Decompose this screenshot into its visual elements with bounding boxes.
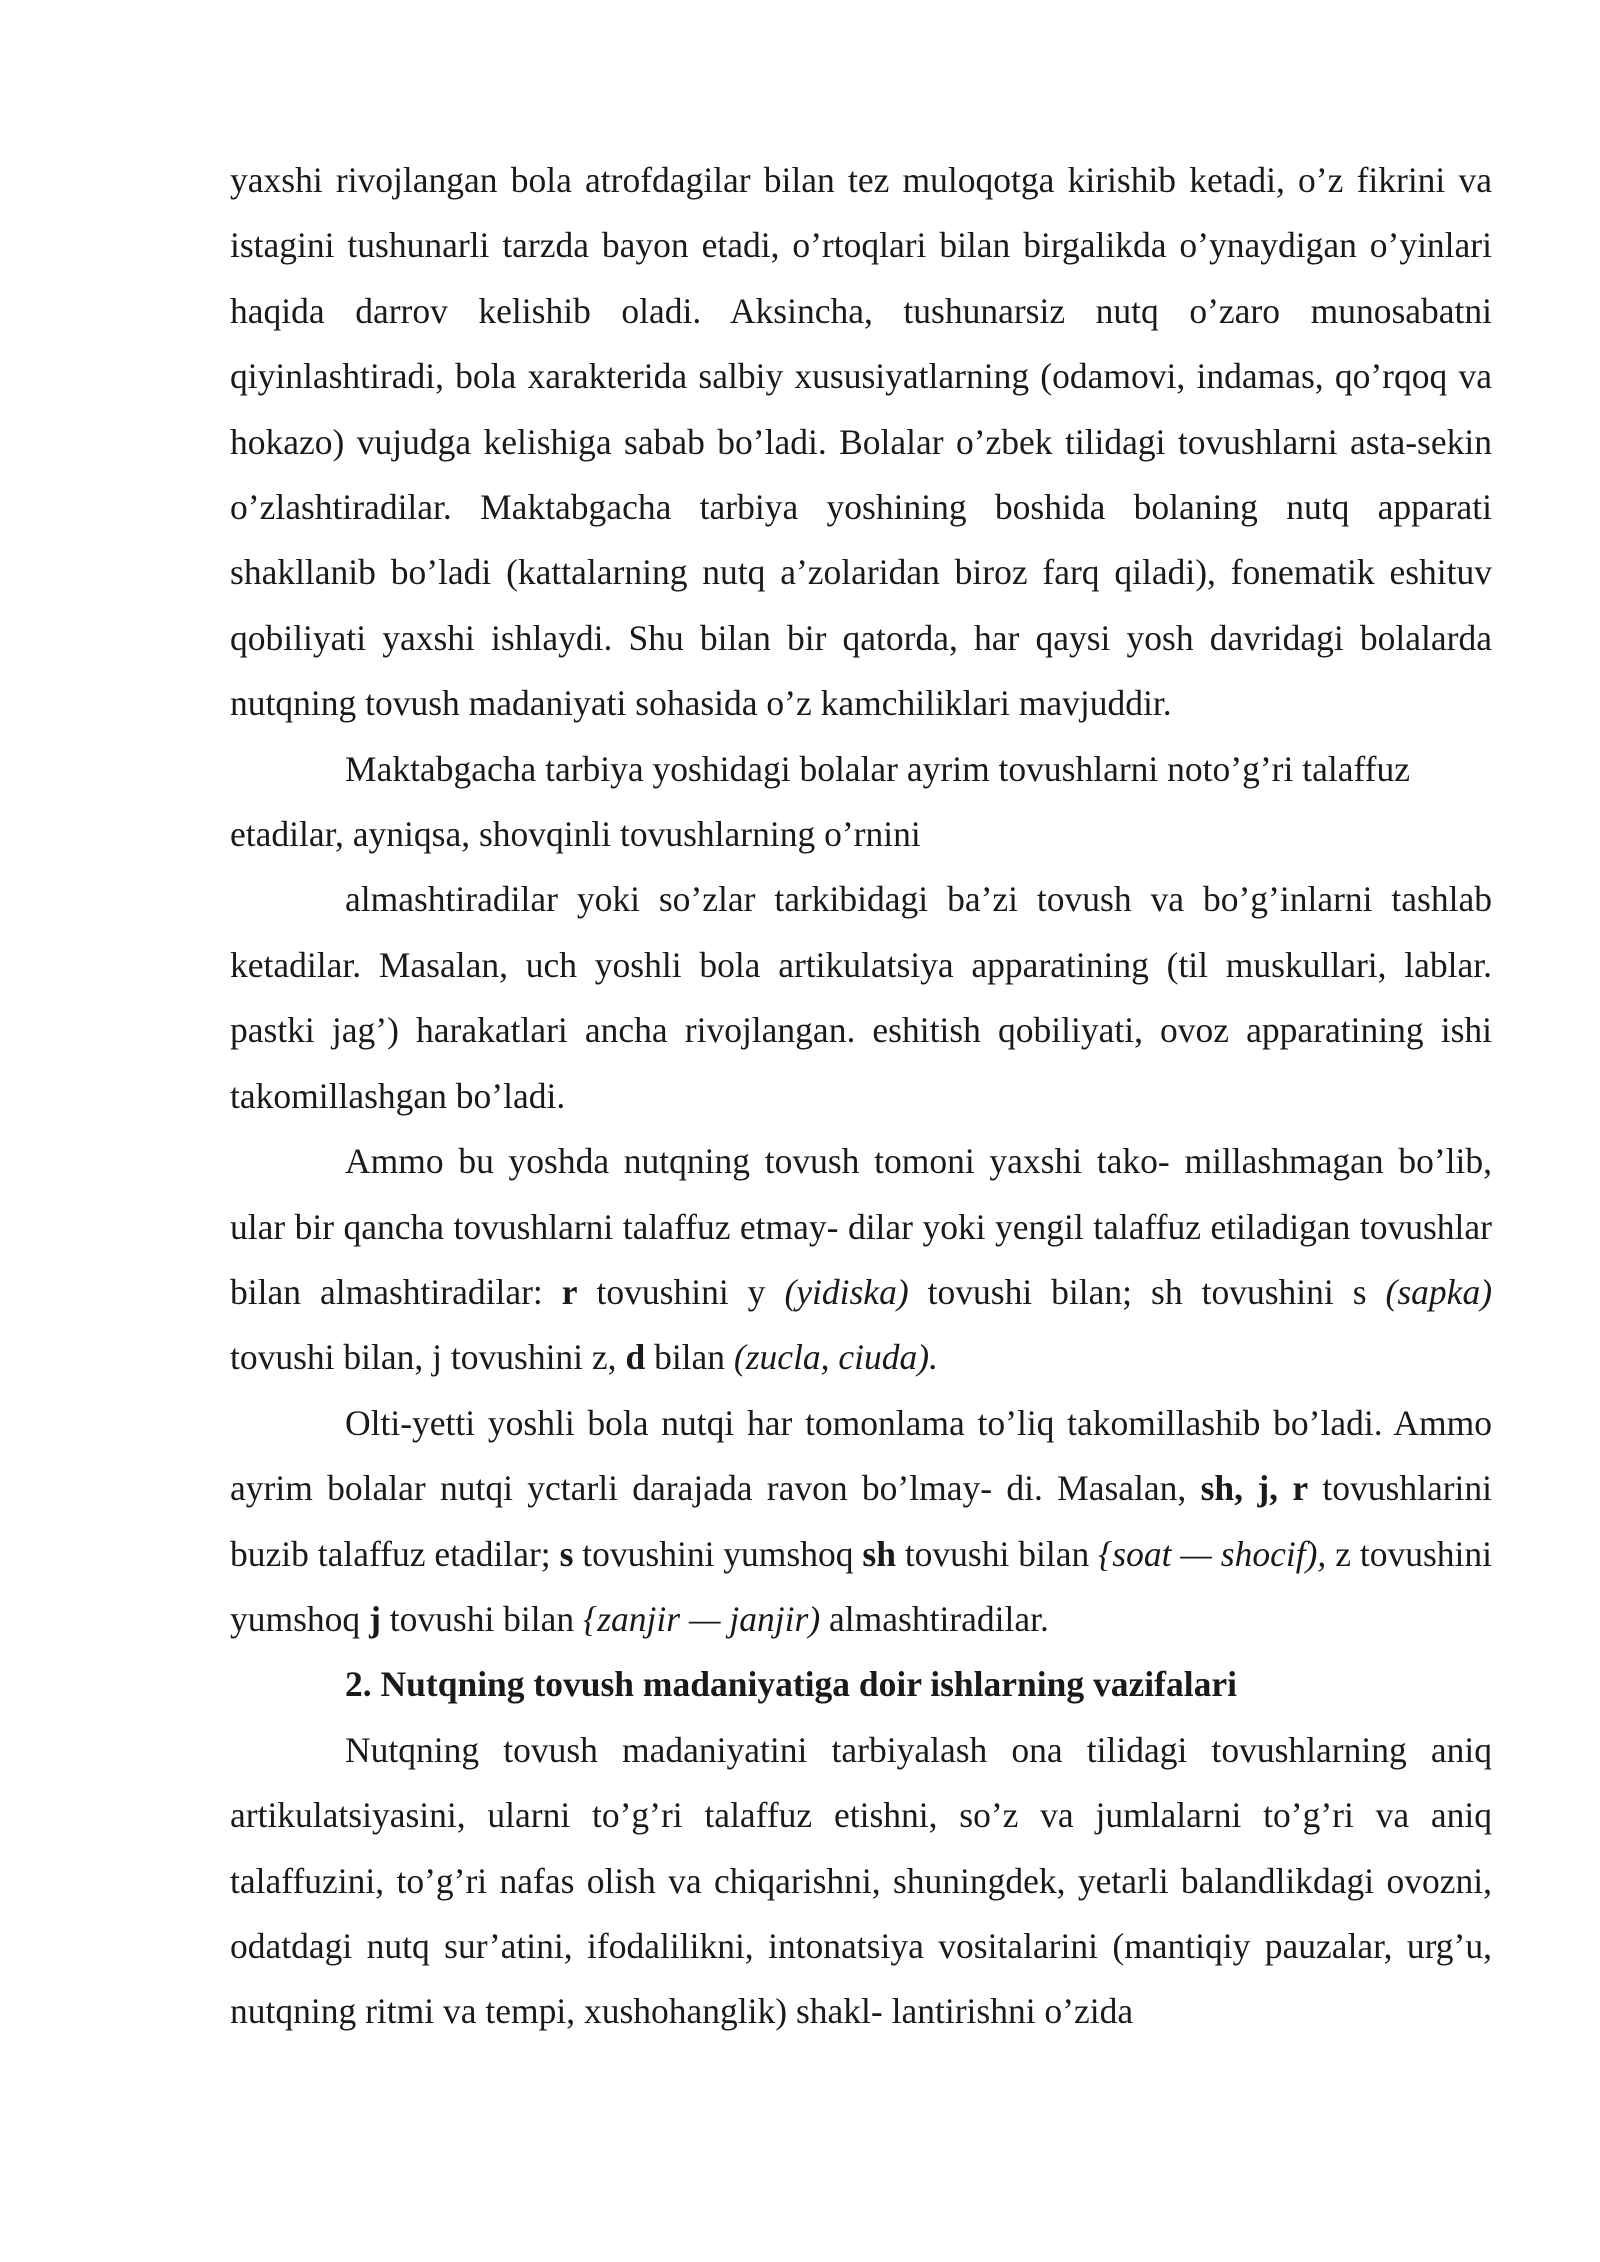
bold-sound-sh: sh xyxy=(862,1533,896,1574)
bold-sound-d: d xyxy=(625,1337,646,1378)
italic-example: (yidiska) xyxy=(784,1271,909,1312)
paragraph-2: Maktabgacha tarbiya yoshidagi bolalar ayrim tovushlarni noto’g’ri talaffuz etadilar, ayniqsa, shovqinli tovushlarning o’rnini xyxy=(230,748,1410,855)
italic-example: {zanjir — janjir) xyxy=(583,1598,821,1639)
italic-example: (zucla, ciuda). xyxy=(733,1337,938,1378)
text-run: tovushi bilan, j tovushini z, xyxy=(230,1337,626,1378)
bold-sound-r: r xyxy=(561,1271,578,1312)
paragraph-6: Nutqning tovush madaniyatini tarbiyalash ona tilidagi tovushlarning aniq artikulatsiyasini, ularni to’g’ri talaffuz etishni, so’z va jumlalarni to’g’ri va aniq talaffuzini, to’g’ri nafas olish va chiqarishni, shuningdek, yetarli balandlikdagi ovozni, odatdagi nutq sur’atini, ifodalilikni, intonatsiya vositalarini (mantiqiy pauzalar, urg’u, nutqning ritmi va tempi, xushohanglik) shakl- lantirishni o’zida xyxy=(230,1729,1492,2032)
text-run: bilan xyxy=(645,1337,734,1378)
text-run: Olti-yetti yoshli bola nutqi har tomonlama to’liq takomillashib bo’ladi. Ammo ayrim bolalar nutqi yctarli darajada ravon bo’lmay- di. Masalan, xyxy=(230,1402,1492,1509)
paragraph-5 xyxy=(230,1391,1492,1653)
text-run: tovushi bilan xyxy=(380,1598,584,1639)
italic-example: {soat — shocif), xyxy=(1098,1533,1327,1574)
text-run: z tovushini yumshoq xyxy=(230,1533,1492,1639)
text-run: tovushlarini buzib talaffuz etadilar; xyxy=(230,1468,1492,1574)
paragraph-1: yaxshi rivojlangan bola atrofdagilar bilan tez muloqotga kirishib ketadi, o’z fikrini va istagini tushunarli tarzda bayon etadi, o’rtoqlari bilan birgalikda o’ynaydigan o’yinlari haqida darrov kelishib oladi. Aksincha, tushunarsiz nutq o’zaro munosabatni qiyinlashtiradi, bola xarakterida salbiy xususiyatlarning (odamovi, indamas, qo’rqoq va hokazo) vujudga kelishiga sabab bo’ladi. Bolalar o’zbek tilidagi tovushlarni asta-sekin o’zlashtiradilar. Maktabgacha tarbiya yoshining boshida bolaning nutq apparati shakllanib bo’ladi (kattalarning nutq a’zolaridan biroz farq qiladi), fonematik eshituv qobiliyati yaxshi ishlaydi. Shu bilan bir qatorda, har qaysi yosh davridagi bolalarda nutqning tovush madaniyati sohasida o’z kamchiliklari mavjuddir. xyxy=(230,160,1492,724)
paragraph-3: almashtiradilar yoki so’zlar tarkibidagi ba’zi tovush va bo’g’inlarni tashlab ketadilar. Masalan, uch yoshli bola artikulatsiya apparatining (til muskullari, lablar. pastki jag’) harakatlari ancha rivojlangan. eshitish qobiliyati, ovoz apparatining ishi takomillashgan bo’ladi. xyxy=(230,879,1492,1116)
bold-sound-j: j xyxy=(369,1598,381,1639)
italic-example: (sapka) xyxy=(1385,1271,1493,1312)
paragraph-4 xyxy=(230,1129,1492,1391)
text-run: tovushi bilan xyxy=(895,1533,1099,1574)
text-run: tovushini yumshoq xyxy=(573,1533,863,1574)
bold-sound-s: s xyxy=(559,1533,574,1574)
text-run: almashtiradilar. xyxy=(820,1598,1049,1639)
text-run: tovushi bilan; sh tovushini s xyxy=(908,1271,1386,1312)
text-run: Ammo bu yoshda nutqning tovush tomoni yaxshi tako- millashmagan bo’lib, ular bir qancha tovushlarni talaffuz etmay- dilar yoki yengil talaffuz etiladigan tovushlar bilan almashtiradilar: xyxy=(230,1141,1492,1312)
text-run: tovushini y xyxy=(577,1271,785,1312)
bold-sounds: sh, j, r xyxy=(1200,1468,1309,1509)
section-heading: 2. Nutqning tovush madaniyatiga doir ishlarning vazifalari xyxy=(345,1664,1237,1705)
document-page xyxy=(230,148,1492,2045)
